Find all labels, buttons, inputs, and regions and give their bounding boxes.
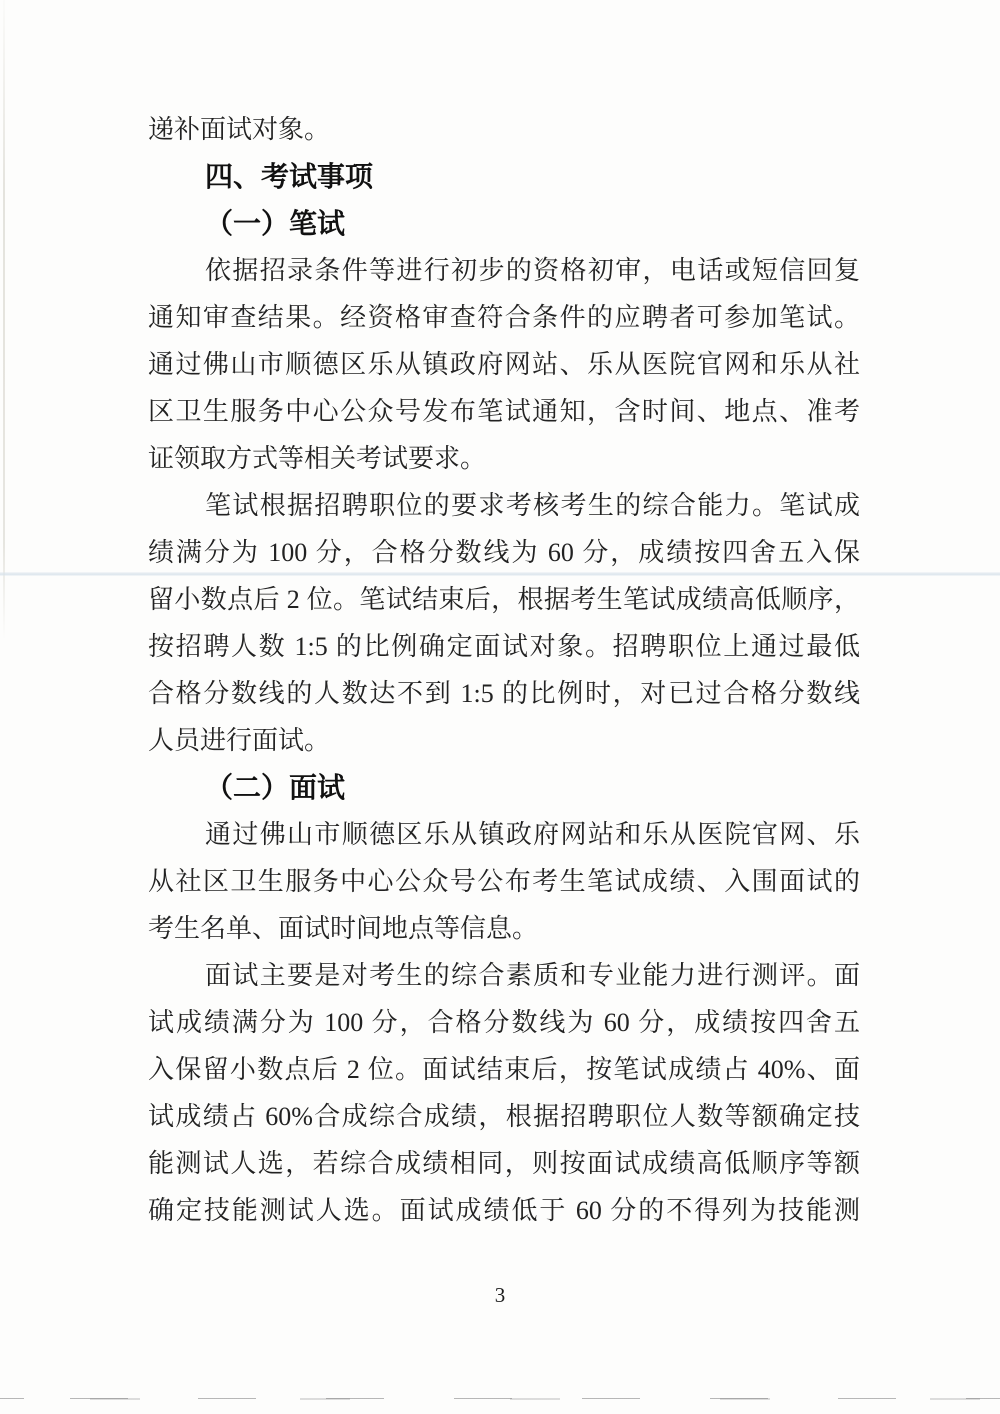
text-line: 面试主要是对考生的综合素质和专业能力进行测评。面	[205, 961, 860, 990]
document-body	[148, 106, 860, 1234]
text-line: 证领取方式等相关考试要求。	[148, 444, 487, 473]
text-line: 递补面试对象。	[148, 115, 331, 144]
text-line: 绩满分为 100 分，合格分数线为 60 分，成绩按四舍五入保	[148, 538, 860, 567]
text-line: 确定技能测试人选。面试成绩低于 60 分的不得列为技能测	[148, 1196, 860, 1225]
text-line: 入保留小数点后 2 位。面试结束后，按笔试成绩占 40%、面	[148, 1055, 860, 1084]
text-line: 试成绩满分为 100 分，合格分数线为 60 分，成绩按四舍五	[148, 1008, 860, 1037]
text-line: 通知审查结果。经资格审查符合条件的应聘者可参加笔试。	[148, 303, 860, 332]
text-line: 人员进行面试。	[148, 726, 331, 755]
text-line: 区卫生服务中心公众号发布笔试通知，含时间、地点、准考	[148, 397, 860, 426]
text-line: 依据招录条件等进行初步的资格初审，电话或短信回复	[205, 256, 860, 285]
section-heading: （一）笔试	[205, 208, 346, 239]
text-line: 留小数点后 2 位。笔试结束后，根据考生笔试成绩高低顺序，	[148, 585, 860, 614]
text-line: 笔试根据招聘职位的要求考核考生的综合能力。笔试成	[205, 491, 860, 520]
section-heading: （二）面试	[205, 772, 346, 803]
text-line: 能测试人选，若综合成绩相同，则按面试成绩高低顺序等额	[148, 1149, 860, 1178]
text-line: 考生名单、面试时间地点等信息。	[148, 914, 539, 943]
text-line: 合格分数线的人数达不到 1:5 的比例时，对已过合格分数线	[148, 679, 860, 708]
section-heading: 四、考试事项	[205, 161, 374, 192]
text-line: 试成绩占 60%合成综合成绩，根据招聘职位人数等额确定技	[148, 1102, 860, 1131]
scan-artifact-vertical-line	[3, 0, 5, 640]
text-line: 通过佛山市顺德区乐从镇政府网站和乐从医院官网、乐	[205, 820, 860, 849]
page-number: 3	[494, 1283, 506, 1307]
text-line: 按招聘人数 1:5 的比例确定面试对象。招聘职位上通过最低	[148, 632, 860, 661]
text-line: 通过佛山市顺德区乐从镇政府网站、乐从医院官网和乐从社	[148, 350, 860, 379]
scan-artifact-bottom-edge	[0, 1398, 1000, 1401]
text-line: 从社区卫生服务中心公众号公布考生笔试成绩、入围面试的	[148, 867, 860, 896]
